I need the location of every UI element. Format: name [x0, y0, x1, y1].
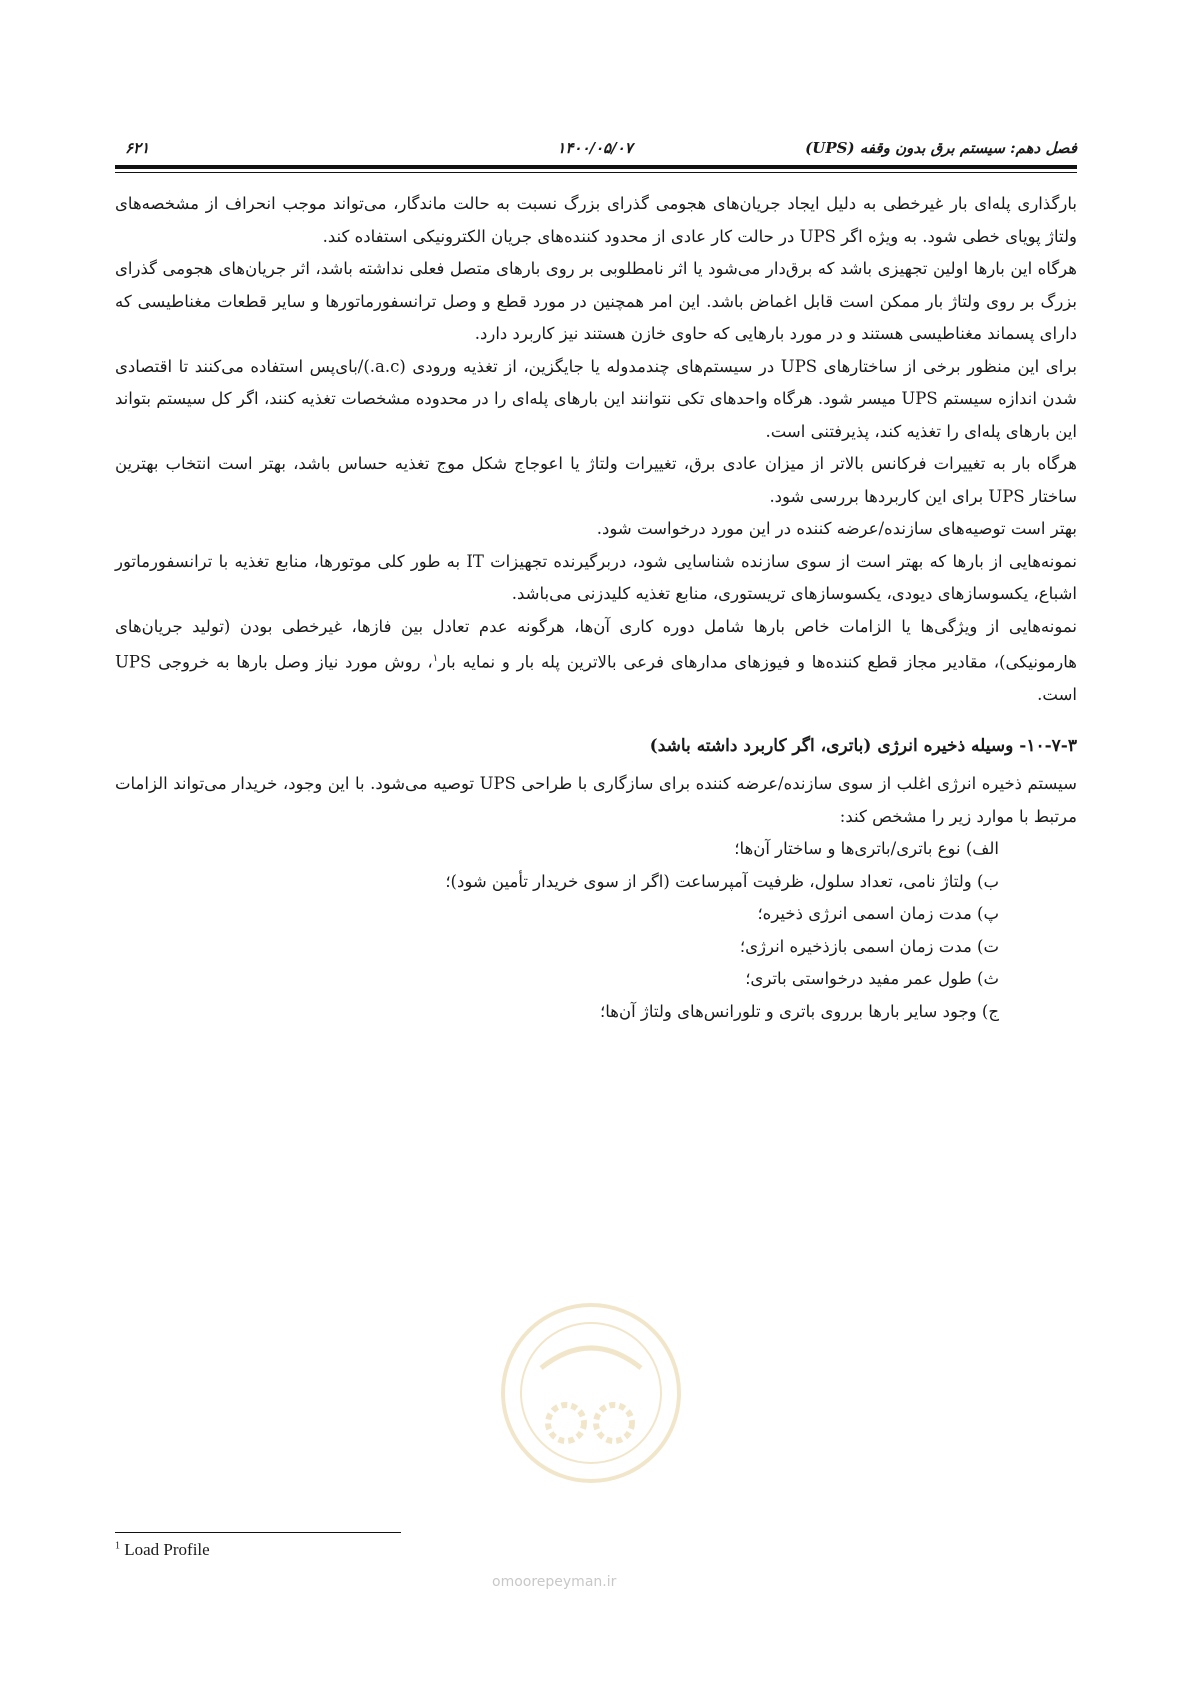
section-paragraph: سیستم ذخیره انرژی اغلب از سوی سازنده/عرضه کننده برای سازگاری با طراحی UPS توصیه می‌شود. با این وجود، خریدار می‌تواند الزامات مرتبط با موارد زیر را مشخص کند:	[115, 774, 1077, 826]
requirements-list	[115, 833, 1077, 1028]
list-item: ت) مدت زمان اسمی بازذخیره انرژی؛	[739, 936, 999, 956]
paragraph-5: بهتر است توصیه‌های سازنده/عرضه کننده در این مورد درخواست شود.	[596, 519, 1077, 538]
paragraph-7	[115, 611, 1077, 712]
header-rule-thick	[115, 165, 1077, 169]
paragraph-6: نمونه‌هایی از بارها که بهتر است از سوی سازنده شناسایی شود، دربرگیرنده تجهیزات IT به طور کلی موتورها، منابع تغذیه با ترانسفورماتور اشباع، یکسوسازهای دیودی، یکسوسازهای تریستوری، منابع تغذیه کلیدزنی می‌باشد.	[115, 551, 1078, 603]
footnote-text: Load Profile	[124, 1540, 210, 1559]
paragraph-4: هرگاه بار به تغییرات فرکانس بالاتر از میزان عادی برق، تغییرات ولتاژ یا اعوجاج شکل موج تغذیه حساس باشد، بهتر است انتخاب بهترین ساختار UPS برای این کاربردها بررسی شود.	[115, 454, 1077, 506]
watermark-logo-icon	[496, 1298, 686, 1488]
body-content	[115, 188, 1077, 1028]
header-date: ۱۴۰۰/۰۵/۰۷	[557, 139, 633, 157]
footnote-number: 1	[115, 1540, 120, 1552]
page-number: ۶۲۱	[125, 139, 150, 157]
list-item: ج) وجود سایر بارها برروی باتری و تلورانس‌های ولتاژ آن‌ها؛	[600, 1001, 999, 1021]
watermark-url: omoorepeyman.ir	[492, 1574, 617, 1590]
footnote-reference[interactable]: ۱	[432, 653, 439, 664]
list-item: پ) مدت زمان اسمی انرژی ذخیره؛	[757, 904, 999, 923]
section-heading: ۱۰-۷-۳- وسیله ذخیره انرژی (باتری، اگر کاربرد داشته باشد)	[649, 735, 1077, 756]
list-item: ب) ولتاژ نامی، تعداد سلول، ظرفیت آمپرساعت (اگر از سوی خریدار تأمین شود)؛	[445, 871, 999, 891]
paragraph-7-text-a: نمونه‌هایی از ویژگی‌ها یا الزامات خاص بارها شامل دوره کاری آن‌ها، هرگونه عدم تعادل بین فازها، غیرخطی بودن (تولید جریان‌های هارمونیکی)، مقادیر مجاز قطع کننده‌ها و فیوزهای مدارهای فرعی بالاترین پله بار و نمایه بار	[115, 616, 1077, 672]
list-item: ث) طول عمر مفید درخواستی باتری؛	[745, 969, 999, 988]
chapter-title: فصل دهم: سیستم برق بدون وقفه (UPS)	[805, 139, 1077, 157]
paragraph-7-text-b: ، روش مورد نیاز وصل بارها به خروجی UPS است.	[115, 652, 1077, 704]
paragraph-3: برای این منظور برخی از ساختارهای UPS در سیستم‌های چندمدوله یا جایگزین، از تغذیه ورودی (a.c.)/بای‌پس استفاده می‌کنند تا اقتصادی شدن اندازه سیستم UPS میسر شود. هرگاه واحدهای تکی نتوانند این بارهای پله‌ای را در محدوده مشخصات تغذیه کنند، اگر کل سیستم بتواند این بارهای پله‌ای را تغذیه کند، پذیرفتنی است.	[115, 356, 1077, 441]
paragraph-1: بارگذاری پله‌ای بار غیرخطی به دلیل ایجاد جریان‌های هجومی گذرای بزرگ نسبت به حالت ماندگار، می‌تواند موجب انحراف از مشخصه‌های ولتاژ پویای خطی شود. به ویژه اگر UPS در حالت کار عادی از محدود کننده‌های جریان الکترونیکی استفاده کند.	[115, 194, 1077, 246]
header-rule-thin	[115, 172, 1077, 173]
footnote	[115, 1540, 210, 1560]
list-item: الف) نوع باتری/باتری‌ها و ساختار آن‌ها؛	[734, 839, 999, 858]
footnote-rule	[115, 1532, 401, 1533]
paragraph-2: هرگاه این بارها اولین تجهیزی باشد که برق‌دار می‌شود یا اثر نامطلوبی بر روی بارهای متصل فعلی نداشته باشد، اثر جریان‌های هجومی گذرای بزرگ بر روی ولتاژ بار ممکن است قابل اغماض باشد. این امر همچنین در مورد قطع و وصل ترانسفورماتورها و سایر قطعات مغناطیسی که دارای پسماند مغناطیسی هستند و در مورد بارهایی که حاوی خازن هستند نیز کاربرد دارد.	[115, 259, 1077, 343]
